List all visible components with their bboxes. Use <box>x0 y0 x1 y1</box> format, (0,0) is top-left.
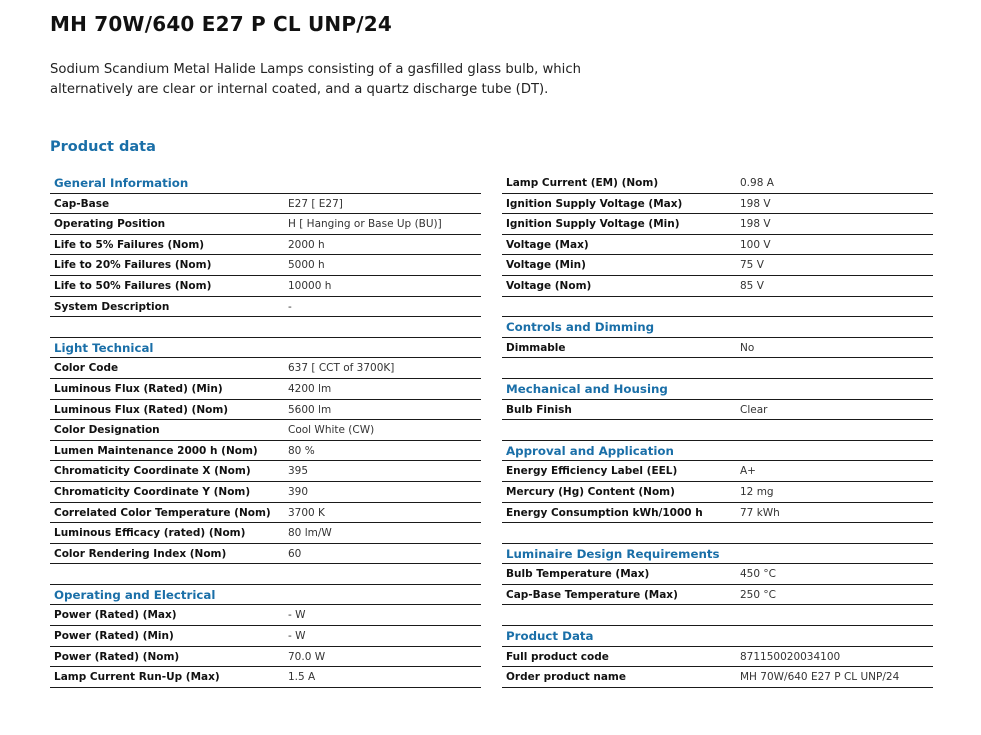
product-description: Sodium Scandium Metal Halide Lamps consisting of a gasfilled glass bulb, which alternatively are clear or internal coated, and a quartz discharge tube (DT). <box>50 62 581 97</box>
spec-value: - W <box>288 630 306 643</box>
section-header-mechanical <box>502 379 933 400</box>
spec-row <box>502 647 933 668</box>
spec-label: Chromaticity Coordinate X (Nom) <box>54 465 251 478</box>
spec-label: Energy Consumption kWh/1000 h <box>506 506 703 519</box>
spec-row <box>50 482 481 503</box>
spec-value: 198 V <box>740 218 771 231</box>
spec-label: Life to 5% Failures (Nom) <box>54 238 205 251</box>
spec-row <box>50 358 481 379</box>
spec-row <box>50 400 481 421</box>
spacer-row <box>502 605 933 626</box>
section-header-general <box>50 173 481 194</box>
spec-row <box>50 647 481 668</box>
spec-label: Color Rendering Index (Nom) <box>54 547 227 560</box>
spec-label: Ignition Supply Voltage (Min) <box>506 218 680 231</box>
spec-row <box>50 235 481 256</box>
spec-value: 250 °C <box>740 588 776 601</box>
section-title: Product Data <box>506 629 594 644</box>
spec-value: 198 V <box>740 197 771 210</box>
spec-value: 12 mg <box>740 485 774 498</box>
spec-value: MH 70W/640 E27 P CL UNP/24 <box>740 671 900 684</box>
spec-label: Ignition Supply Voltage (Max) <box>506 197 683 210</box>
spec-row <box>502 214 933 235</box>
spacer-row <box>502 420 933 441</box>
spec-value: 0.98 A <box>740 177 774 189</box>
spec-label: Life to 50% Failures (Nom) <box>54 279 212 292</box>
spec-label: Color Designation <box>54 424 160 437</box>
spec-value: 871150020034100 <box>740 650 841 663</box>
spec-row <box>502 400 933 421</box>
spec-value: 75 V <box>740 259 764 272</box>
spec-label: Luminous Flux (Rated) (Nom) <box>54 403 229 416</box>
spec-label: Mercury (Hg) Content (Nom) <box>506 485 675 498</box>
spec-row <box>502 255 933 276</box>
spec-label: Full product code <box>506 650 609 663</box>
spec-value: 390 <box>288 485 309 498</box>
spec-row <box>502 461 933 482</box>
page-title: MH 70W/640 E27 P CL UNP/24 <box>50 12 392 36</box>
section-title: Light Technical <box>54 340 154 355</box>
spec-label: Voltage (Min) <box>506 259 586 272</box>
spec-row <box>50 420 481 441</box>
spec-value: 4200 lm <box>288 382 332 395</box>
spec-row <box>502 503 933 524</box>
section-title: Luminaire Design Requirements <box>506 546 720 561</box>
spec-value: 80 % <box>288 444 315 457</box>
spec-value: 77 kWh <box>740 506 780 519</box>
section-title: Controls and Dimming <box>506 320 655 335</box>
spec-row <box>502 667 933 688</box>
spec-value: No <box>740 341 755 354</box>
spec-label: Cap-Base Temperature (Max) <box>506 588 678 601</box>
left-spec-column <box>50 173 481 688</box>
section-title: Operating and Electrical <box>54 587 216 602</box>
spec-value: H [ Hanging or Base Up (BU)] <box>288 218 442 231</box>
spec-label: Voltage (Max) <box>506 238 589 251</box>
spacer-row <box>502 523 933 544</box>
spec-value: 80 lm/W <box>288 527 332 540</box>
spec-label: Color Code <box>54 362 119 375</box>
spec-row <box>50 667 481 688</box>
spec-value: - W <box>288 609 306 622</box>
spec-label: Cap-Base <box>54 197 110 210</box>
spec-label: Lamp Current Run-Up (Max) <box>54 671 220 684</box>
spec-row <box>50 276 481 297</box>
section-header-controls <box>502 317 933 338</box>
spec-label: Lamp Current (EM) (Nom) <box>506 177 659 189</box>
spec-row <box>502 194 933 215</box>
section-header-luminaire <box>502 544 933 565</box>
spec-row <box>50 194 481 215</box>
spec-value: 100 V <box>740 238 771 251</box>
spec-label: Order product name <box>506 671 626 684</box>
spec-value: 3700 K <box>288 506 325 519</box>
spec-row <box>50 503 481 524</box>
spec-label: Luminous Efficacy (rated) (Nom) <box>54 527 246 540</box>
section-title: Approval and Application <box>506 443 674 458</box>
spec-value: 2000 h <box>288 238 325 251</box>
spec-label: Lumen Maintenance 2000 h (Nom) <box>54 444 258 457</box>
spec-label: Voltage (Nom) <box>506 279 592 292</box>
spec-label: Power (Rated) (Max) <box>54 609 177 622</box>
spec-row <box>502 482 933 503</box>
spec-row <box>502 235 933 256</box>
spacer-row <box>502 358 933 379</box>
spec-value: 10000 h <box>288 279 332 292</box>
spec-value: 5600 lm <box>288 403 332 416</box>
spec-value: E27 [ E27] <box>288 197 343 210</box>
spec-row <box>502 173 933 194</box>
spec-row <box>502 585 933 606</box>
spec-row <box>50 523 481 544</box>
section-header-light <box>50 338 481 359</box>
product-data-heading: Product data <box>50 139 156 155</box>
spec-label: Dimmable <box>506 341 566 354</box>
spec-value: - <box>288 300 292 313</box>
spec-value: 70.0 W <box>288 650 326 663</box>
spec-row <box>502 338 933 359</box>
spec-value: 5000 h <box>288 259 325 272</box>
spec-row <box>50 214 481 235</box>
spec-row <box>50 441 481 462</box>
spec-label: System Description <box>54 300 170 313</box>
spec-label: Bulb Temperature (Max) <box>506 568 650 581</box>
spec-value: 85 V <box>740 279 764 292</box>
spec-row <box>502 564 933 585</box>
spec-value: 60 <box>288 547 302 560</box>
spec-row <box>50 605 481 626</box>
spec-row <box>502 276 933 297</box>
spec-label: Operating Position <box>54 218 166 231</box>
spec-value: 395 <box>288 465 309 478</box>
section-header-product <box>502 626 933 647</box>
spec-value: Clear <box>740 403 768 416</box>
spec-label: Power (Rated) (Nom) <box>54 650 180 663</box>
section-title: Mechanical and Housing <box>506 381 668 396</box>
spacer-row <box>50 317 481 338</box>
spacer-row <box>50 564 481 585</box>
spec-label: Bulb Finish <box>506 403 572 416</box>
spec-value: 637 [ CCT of 3700K] <box>288 362 395 375</box>
spec-label: Chromaticity Coordinate Y (Nom) <box>54 485 251 498</box>
section-header-approval <box>502 441 933 462</box>
spec-row <box>50 461 481 482</box>
spacer-row <box>502 297 933 318</box>
spec-row <box>50 379 481 400</box>
spec-value: 450 °C <box>740 568 776 581</box>
section-header-operating <box>50 585 481 606</box>
spec-row <box>50 297 481 318</box>
section-title: General Information <box>54 176 189 190</box>
spec-value: Cool White (CW) <box>288 424 375 437</box>
spec-row <box>50 544 481 565</box>
spec-label: Correlated Color Temperature (Nom) <box>54 506 271 519</box>
spec-value: A+ <box>740 465 756 478</box>
spec-value: 1.5 A <box>288 671 316 684</box>
spec-label: Life to 20% Failures (Nom) <box>54 259 212 272</box>
spec-label: Energy Efficiency Label (EEL) <box>506 465 678 478</box>
spec-label: Power (Rated) (Min) <box>54 630 174 643</box>
spec-row <box>50 626 481 647</box>
spec-row <box>50 255 481 276</box>
spec-label: Luminous Flux (Rated) (Min) <box>54 382 223 395</box>
right-spec-column <box>502 173 933 688</box>
